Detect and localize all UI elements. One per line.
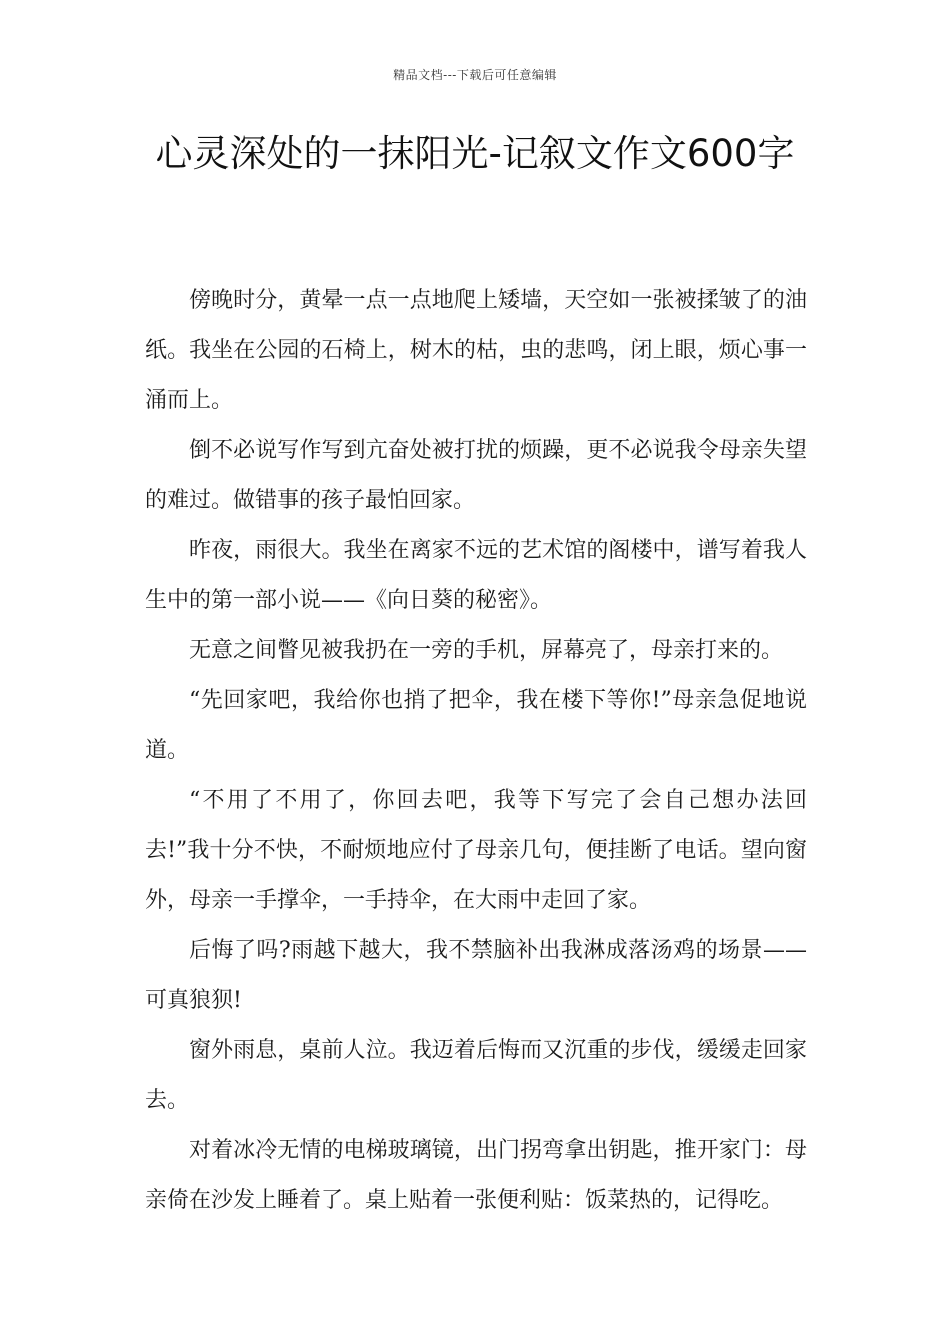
header-note: 精品文档---下载后可任意编辑 xyxy=(393,68,557,82)
paragraph-7: 后悔了吗?雨越下越大，我不禁脑补出我淋成落汤鸡的场景——可真狼狈! xyxy=(145,938,807,1013)
document-body xyxy=(145,276,807,1226)
paragraph-4: 无意之间瞥见被我扔在一旁的手机，屏幕亮了，母亲打来的。 xyxy=(189,638,784,663)
document-title: 心灵深处的一抹阳光-记叙文作文600字 xyxy=(155,132,795,175)
paragraph-8: 窗外雨息，桌前人泣。我迈着后悔而又沉重的步伐，缓缓走回家去。 xyxy=(145,1038,807,1113)
paragraph-6: “不用了不用了，你回去吧，我等下写完了会自己想办法回去!”我十分不快，不耐烦地应付了母亲几句，便挂断了电话。望向窗外，母亲一手撑伞，一手持伞，在大雨中走回了家。 xyxy=(145,788,807,913)
paragraph-2: 倒不必说写作写到亢奋处被打扰的烦躁，更不必说我令母亲失望的难过。做错事的孩子最怕回家。 xyxy=(145,438,807,513)
paragraph-9: 对着冰冷无情的电梯玻璃镜，出门拐弯拿出钥匙，推开家门：母亲倚在沙发上睡着了。桌上贴着一张便利贴：饭菜热的，记得吃。 xyxy=(145,1138,807,1213)
paragraph-3: 昨夜，雨很大。我坐在离家不远的艺术馆的阁楼中，谱写着我人生中的第一部小说——《向日葵的秘密》。 xyxy=(145,538,807,613)
paragraph-5: “先回家吧，我给你也捎了把伞，我在楼下等你!”母亲急促地说道。 xyxy=(145,688,807,763)
paragraph-1: 傍晚时分，黄晕一点一点地爬上矮墙，天空如一张被揉皱了的油纸。我坐在公园的石椅上，树木的枯，虫的悲鸣，闭上眼，烦心事一涌而上。 xyxy=(145,288,807,413)
